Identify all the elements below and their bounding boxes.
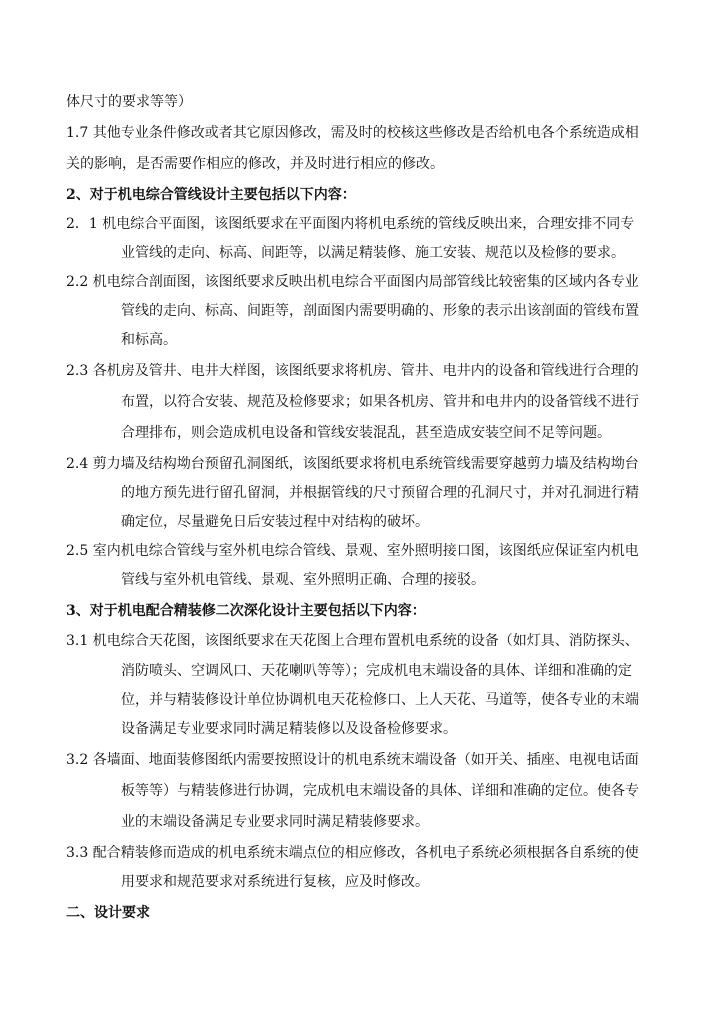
text-line: 2.3 各机房及管井、电井大样图，该图纸要求将机房、管井、电井内的设备和管线进行合理的 (66, 363, 639, 379)
text-line: 的地方预先进行留孔留洞，并根据管线的尺寸预留合理的孔洞尺寸，并对孔洞进行精 (121, 485, 639, 501)
text-line: 业管线的走向、标高、间距等，以满足精装修、施工安装、规范以及检修的要求。 (121, 245, 625, 261)
text-line: 设备满足专业要求同时满足精装修以及设备检修要求。 (121, 721, 457, 737)
text-line: 2.2 机电综合剖面图，该图纸要求反映出机电综合平面图内局部管线比较密集的区域内各专业 (66, 274, 639, 290)
section-heading: 2、对于机电综合管线设计主要包括以下内容： (66, 187, 356, 203)
text-line: 和标高。 (121, 332, 177, 348)
text-line: 3.1 机电综合天花图，该图纸要求在天花图上合理布置机电系统的设备（如灯具、消防探头、 (66, 633, 639, 649)
text-line: 2．1 机电综合平面图，该图纸要求在平面图内将机电系统的管线反映出来，合理安排不同专 (66, 216, 635, 232)
text-line: 管线的走向、标高、间距等，剖面图内需要明确的、形象的表示出该剖面的管线布置 (121, 303, 639, 319)
text-line: 2.5 室内机电综合管线与室外机电综合管线、景观、室外照明接口图，该图纸应保证室内机电 (66, 543, 639, 559)
text-line: 3.3 配合精装修而造成的机电系统末端点位的相应修改，各机电子系统必须根据各自系统的使 (66, 845, 639, 861)
section-heading: 3、对于机电配合精装修二次深化设计主要包括以下内容： (66, 603, 426, 619)
text-line: 业的末端设备满足专业要求同时满足精装修要求。 (121, 814, 429, 830)
text-line: 管线与室外机电管线、景观、室外照明正确、合理的接驳。 (121, 572, 485, 588)
text-line: 位，并与精装修设计单位协调机电天花检修口、上人天花、马道等，使各专业的末端 (121, 692, 639, 708)
text-line: 消防喷头、空调风口、天花喇叭等等）；完成机电末端设备的具体、详细和准确的定 (121, 663, 632, 679)
text-line: 3.2 各墙面、地面装修图纸内需要按照设计的机电系统末端设备（如开关、插座、电视电话面 (66, 752, 639, 768)
text-line: 体尺寸的要求等等） (66, 94, 192, 110)
text-line: 关的影响，是否需要作相应的修改，并及时进行相应的修改。 (66, 156, 444, 172)
section-heading: 二、设计要求 (66, 905, 150, 921)
text-line: 板等等）与精装修进行协调，完成机电末端设备的具体、详细和准确的定位。使各专 (121, 783, 639, 799)
text-line: 2.4 剪力墙及结构坳台预留孔洞图纸，该图纸要求将机电系统管线需要穿越剪力墙及结构坳台 (66, 456, 639, 472)
text-line: 用要求和规范要求对系统进行复核，应及时修改。 (121, 874, 429, 890)
text-line: 合理排布，则会造成机电设备和管线安装混乱，甚至造成安装空间不足等问题。 (121, 425, 611, 441)
text-line: 布置，以符合安装、规范及检修要求；如果各机房、管井和电井内的设备管线不进行 (121, 394, 639, 410)
text-line: 确定位，尽量避免日后安装过程中对结构的破坏。 (121, 514, 429, 530)
text-line: 1.7 其他专业条件修改或者其它原因修改，需及时的校核这些修改是否给机电各个系统造成相 (66, 125, 639, 141)
